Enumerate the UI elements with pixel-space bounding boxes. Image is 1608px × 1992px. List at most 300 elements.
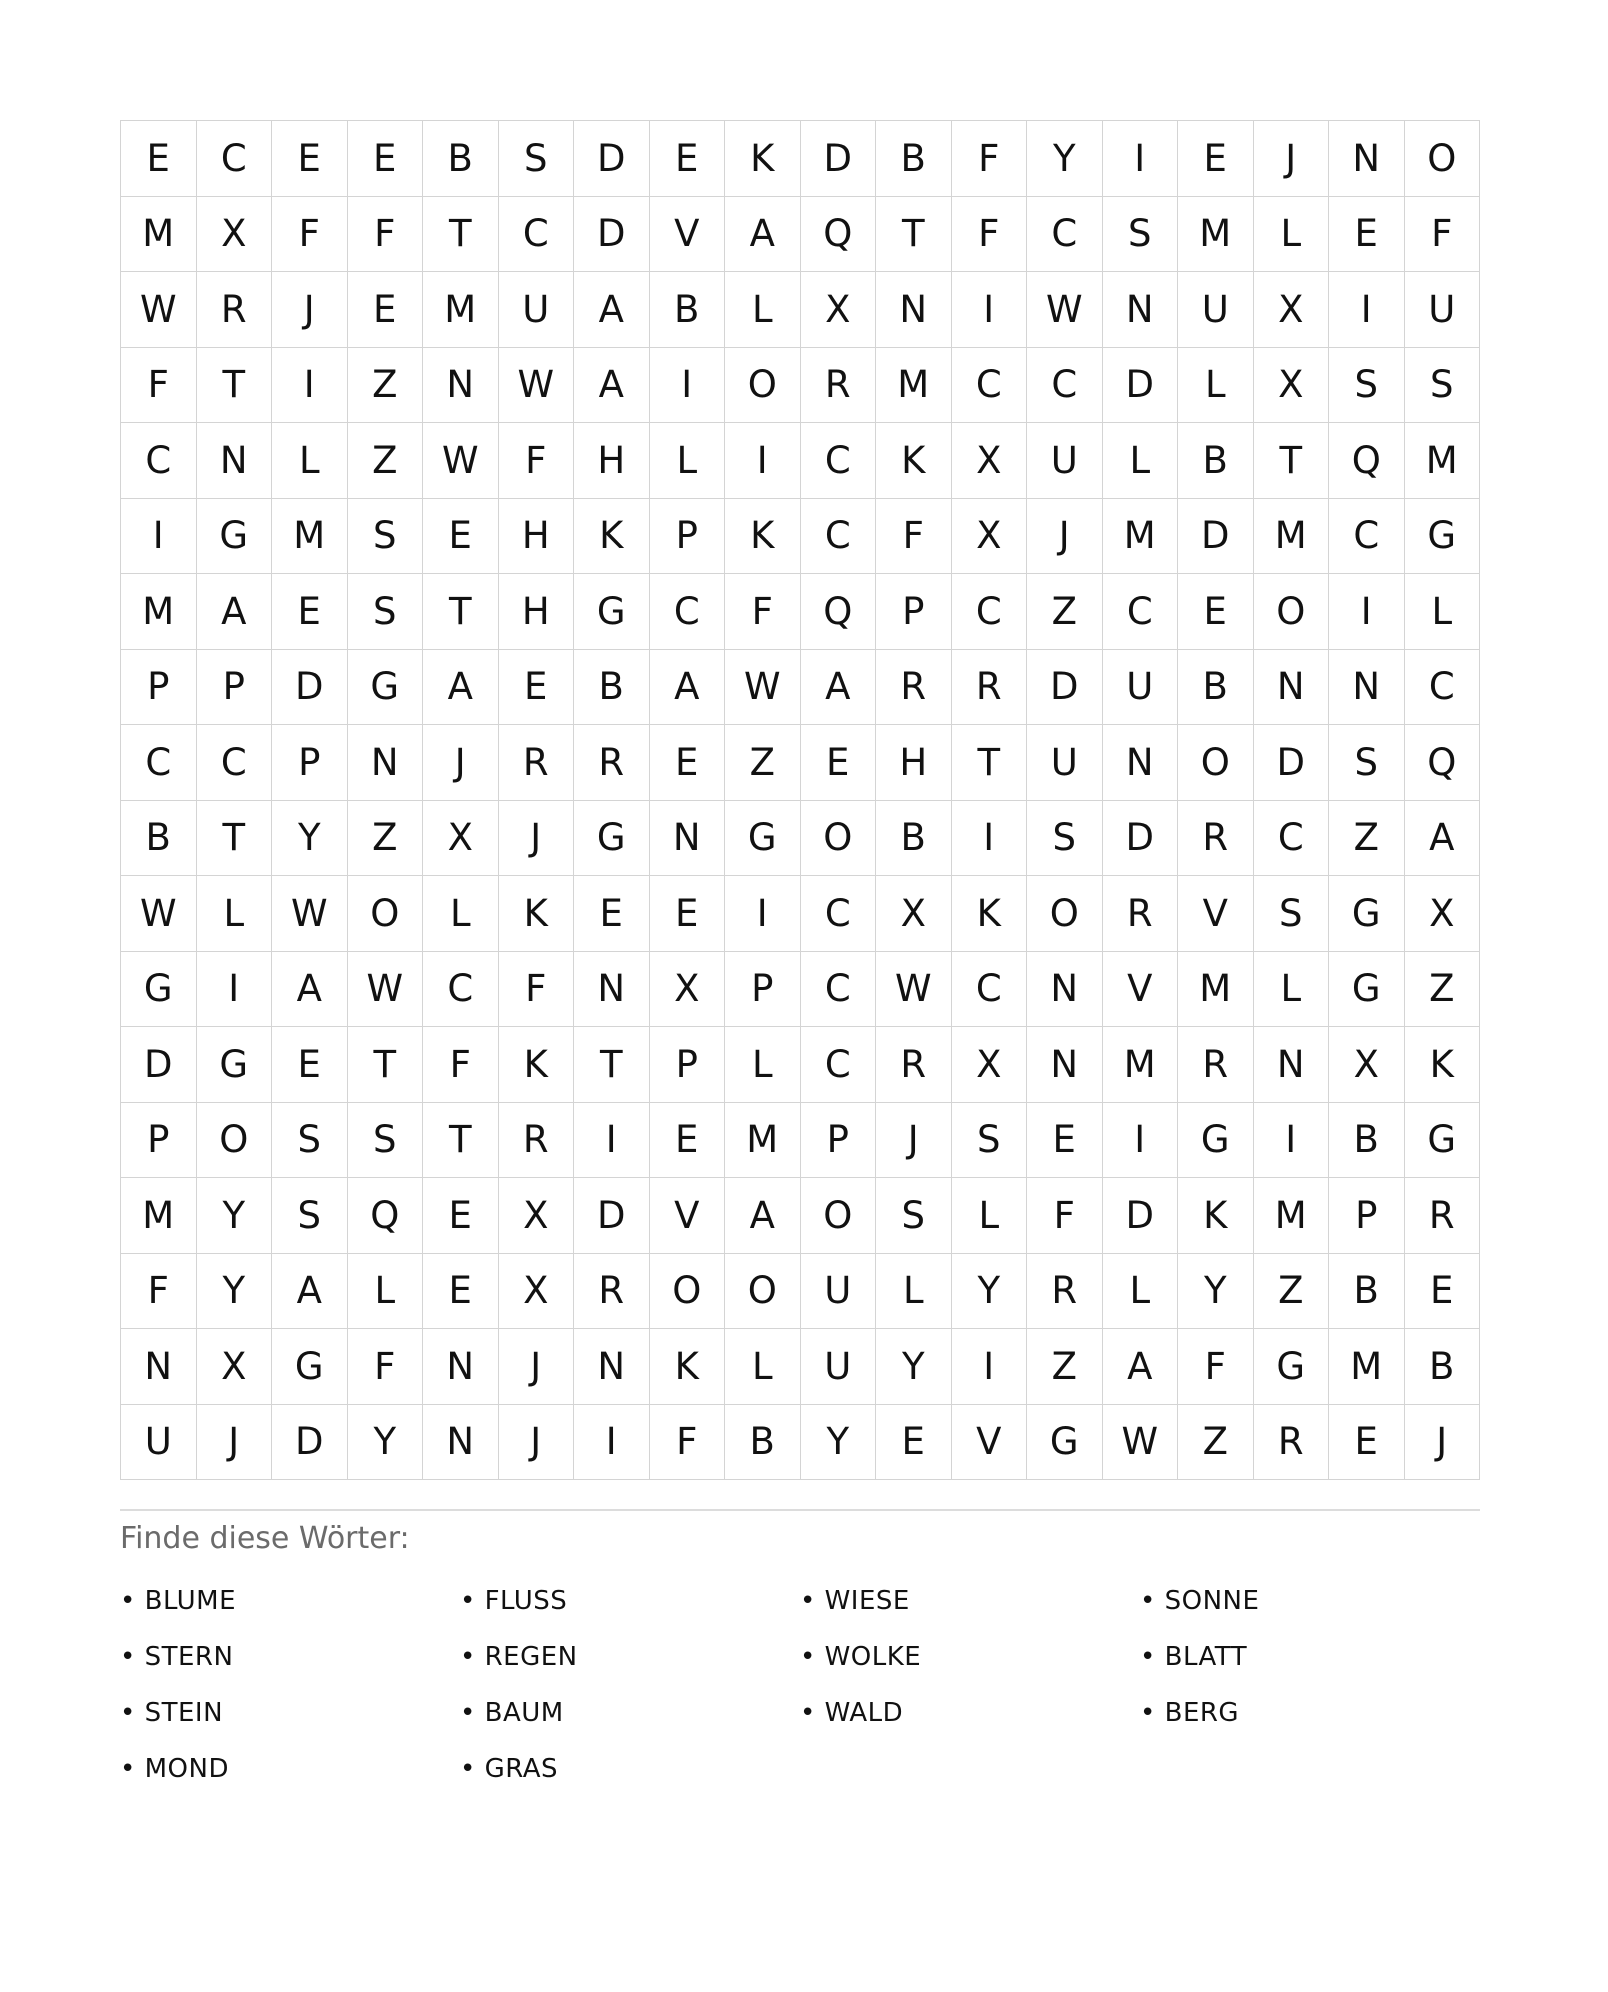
grid-cell[interactable]: G (1329, 952, 1405, 1028)
grid-cell[interactable]: Q (1405, 725, 1481, 801)
grid-cell[interactable]: I (1103, 1103, 1179, 1179)
grid-cell[interactable]: E (423, 499, 499, 575)
grid-cell[interactable]: N (574, 952, 650, 1028)
grid-cell[interactable]: F (952, 197, 1028, 273)
grid-cell[interactable]: F (952, 121, 1028, 197)
grid-cell[interactable]: N (348, 725, 424, 801)
grid-cell[interactable]: Z (348, 801, 424, 877)
grid-cell[interactable]: F (121, 348, 197, 424)
grid-cell[interactable]: J (1254, 121, 1330, 197)
grid-cell[interactable]: C (952, 348, 1028, 424)
grid-cell[interactable]: M (1329, 1329, 1405, 1405)
grid-cell[interactable]: B (121, 801, 197, 877)
grid-cell[interactable]: R (574, 1254, 650, 1330)
grid-cell[interactable]: Y (348, 1405, 424, 1481)
grid-cell[interactable]: X (499, 1178, 575, 1254)
grid-cell[interactable]: T (348, 1027, 424, 1103)
grid-cell[interactable]: E (1329, 1405, 1405, 1481)
grid-cell[interactable]: L (348, 1254, 424, 1330)
grid-cell[interactable]: M (1254, 1178, 1330, 1254)
grid-cell[interactable]: C (801, 499, 877, 575)
grid-cell[interactable]: E (650, 725, 726, 801)
grid-cell[interactable]: G (574, 574, 650, 650)
grid-cell[interactable]: G (1405, 1103, 1481, 1179)
grid-cell[interactable]: G (121, 952, 197, 1028)
grid-cell[interactable]: A (725, 197, 801, 273)
grid-cell[interactable]: J (272, 272, 348, 348)
grid-cell[interactable]: L (1178, 348, 1254, 424)
grid-cell[interactable]: S (1103, 197, 1179, 273)
grid-cell[interactable]: F (272, 197, 348, 273)
grid-cell[interactable]: F (650, 1405, 726, 1481)
grid-cell[interactable]: G (725, 801, 801, 877)
grid-cell[interactable]: U (499, 272, 575, 348)
grid-cell[interactable]: M (121, 197, 197, 273)
grid-cell[interactable]: C (423, 952, 499, 1028)
grid-cell[interactable]: K (725, 499, 801, 575)
grid-cell[interactable]: E (272, 1027, 348, 1103)
grid-cell[interactable]: T (423, 197, 499, 273)
grid-cell[interactable]: L (650, 423, 726, 499)
grid-cell[interactable]: U (1027, 725, 1103, 801)
grid-cell[interactable]: Z (348, 348, 424, 424)
grid-cell[interactable]: E (650, 1103, 726, 1179)
grid-cell[interactable]: B (1329, 1103, 1405, 1179)
grid-cell[interactable]: R (876, 650, 952, 726)
grid-cell[interactable]: R (1405, 1178, 1481, 1254)
grid-cell[interactable]: V (650, 197, 726, 273)
grid-cell[interactable]: S (499, 121, 575, 197)
grid-cell[interactable]: N (423, 1405, 499, 1481)
grid-cell[interactable]: I (725, 876, 801, 952)
grid-cell[interactable]: D (1103, 801, 1179, 877)
grid-cell[interactable]: D (1178, 499, 1254, 575)
grid-cell[interactable]: N (1027, 1027, 1103, 1103)
grid-cell[interactable]: G (348, 650, 424, 726)
grid-cell[interactable]: P (725, 952, 801, 1028)
grid-cell[interactable]: F (725, 574, 801, 650)
grid-cell[interactable]: N (1254, 1027, 1330, 1103)
grid-cell[interactable]: R (1254, 1405, 1330, 1481)
grid-cell[interactable]: L (1103, 423, 1179, 499)
grid-cell[interactable]: Z (1027, 574, 1103, 650)
grid-cell[interactable]: D (1027, 650, 1103, 726)
grid-cell[interactable]: J (499, 801, 575, 877)
grid-cell[interactable]: M (876, 348, 952, 424)
grid-cell[interactable]: T (423, 574, 499, 650)
grid-cell[interactable]: X (876, 876, 952, 952)
grid-cell[interactable]: V (1103, 952, 1179, 1028)
grid-cell[interactable]: E (801, 725, 877, 801)
grid-cell[interactable]: E (1027, 1103, 1103, 1179)
grid-cell[interactable]: Z (348, 423, 424, 499)
grid-cell[interactable]: O (1027, 876, 1103, 952)
grid-cell[interactable]: W (876, 952, 952, 1028)
grid-cell[interactable]: E (423, 1178, 499, 1254)
grid-cell[interactable]: M (272, 499, 348, 575)
grid-cell[interactable]: Q (801, 574, 877, 650)
grid-cell[interactable]: M (1178, 952, 1254, 1028)
grid-cell[interactable]: D (574, 197, 650, 273)
grid-cell[interactable]: I (1103, 121, 1179, 197)
grid-cell[interactable]: Y (1027, 121, 1103, 197)
grid-cell[interactable]: I (952, 272, 1028, 348)
grid-cell[interactable]: C (1405, 650, 1481, 726)
grid-cell[interactable]: D (574, 121, 650, 197)
grid-cell[interactable]: F (499, 423, 575, 499)
grid-cell[interactable]: F (876, 499, 952, 575)
grid-cell[interactable]: U (801, 1254, 877, 1330)
grid-cell[interactable]: S (348, 499, 424, 575)
grid-cell[interactable]: J (499, 1405, 575, 1481)
grid-cell[interactable]: H (499, 499, 575, 575)
grid-cell[interactable]: I (1329, 574, 1405, 650)
grid-cell[interactable]: A (725, 1178, 801, 1254)
grid-cell[interactable]: Q (1329, 423, 1405, 499)
grid-cell[interactable]: N (1254, 650, 1330, 726)
grid-cell[interactable]: R (574, 725, 650, 801)
grid-cell[interactable]: P (121, 1103, 197, 1179)
grid-cell[interactable]: P (272, 725, 348, 801)
grid-cell[interactable]: F (499, 952, 575, 1028)
grid-cell[interactable]: G (574, 801, 650, 877)
grid-cell[interactable]: A (650, 650, 726, 726)
grid-cell[interactable]: K (650, 1329, 726, 1405)
grid-cell[interactable]: U (1103, 650, 1179, 726)
grid-cell[interactable]: R (197, 272, 273, 348)
grid-cell[interactable]: F (348, 197, 424, 273)
grid-cell[interactable]: M (1405, 423, 1481, 499)
grid-cell[interactable]: U (801, 1329, 877, 1405)
grid-cell[interactable]: M (1178, 197, 1254, 273)
grid-cell[interactable]: Z (1329, 801, 1405, 877)
grid-cell[interactable]: R (1178, 1027, 1254, 1103)
grid-cell[interactable]: T (574, 1027, 650, 1103)
grid-cell[interactable]: N (423, 348, 499, 424)
grid-cell[interactable]: Z (725, 725, 801, 801)
grid-cell[interactable]: C (121, 423, 197, 499)
grid-cell[interactable]: S (1027, 801, 1103, 877)
grid-cell[interactable]: E (272, 121, 348, 197)
grid-cell[interactable]: E (121, 121, 197, 197)
grid-cell[interactable]: R (1178, 801, 1254, 877)
grid-cell[interactable]: W (423, 423, 499, 499)
grid-cell[interactable]: X (1405, 876, 1481, 952)
grid-cell[interactable]: L (725, 1329, 801, 1405)
grid-cell[interactable]: N (121, 1329, 197, 1405)
grid-cell[interactable]: Z (1178, 1405, 1254, 1481)
grid-cell[interactable]: Z (1254, 1254, 1330, 1330)
grid-cell[interactable]: X (499, 1254, 575, 1330)
grid-cell[interactable]: C (650, 574, 726, 650)
grid-cell[interactable]: V (952, 1405, 1028, 1481)
grid-cell[interactable]: I (574, 1405, 650, 1481)
grid-cell[interactable]: J (876, 1103, 952, 1179)
grid-cell[interactable]: F (1178, 1329, 1254, 1405)
grid-cell[interactable]: X (197, 197, 273, 273)
grid-cell[interactable]: J (499, 1329, 575, 1405)
grid-cell[interactable]: E (348, 272, 424, 348)
grid-cell[interactable]: I (650, 348, 726, 424)
grid-cell[interactable]: T (197, 801, 273, 877)
grid-cell[interactable]: R (876, 1027, 952, 1103)
grid-cell[interactable]: N (1103, 725, 1179, 801)
grid-cell[interactable]: L (272, 423, 348, 499)
grid-cell[interactable]: E (1178, 121, 1254, 197)
grid-cell[interactable]: N (197, 423, 273, 499)
grid-cell[interactable]: M (1103, 1027, 1179, 1103)
grid-cell[interactable]: C (952, 574, 1028, 650)
grid-cell[interactable]: S (348, 574, 424, 650)
grid-cell[interactable]: K (499, 876, 575, 952)
grid-cell[interactable]: B (725, 1405, 801, 1481)
grid-cell[interactable]: H (499, 574, 575, 650)
grid-cell[interactable]: K (1178, 1178, 1254, 1254)
grid-cell[interactable]: U (1178, 272, 1254, 348)
grid-cell[interactable]: I (197, 952, 273, 1028)
grid-cell[interactable]: E (272, 574, 348, 650)
grid-cell[interactable]: C (499, 197, 575, 273)
grid-cell[interactable]: P (801, 1103, 877, 1179)
grid-cell[interactable]: N (650, 801, 726, 877)
grid-cell[interactable]: O (725, 348, 801, 424)
grid-cell[interactable]: K (876, 423, 952, 499)
grid-cell[interactable]: C (801, 952, 877, 1028)
grid-cell[interactable]: U (1405, 272, 1481, 348)
grid-cell[interactable]: B (423, 121, 499, 197)
grid-cell[interactable]: A (574, 348, 650, 424)
grid-cell[interactable]: N (574, 1329, 650, 1405)
grid-cell[interactable]: I (725, 423, 801, 499)
grid-cell[interactable]: O (1254, 574, 1330, 650)
grid-cell[interactable]: B (1178, 423, 1254, 499)
grid-cell[interactable]: P (650, 499, 726, 575)
grid-cell[interactable]: Z (1405, 952, 1481, 1028)
grid-cell[interactable]: I (1329, 272, 1405, 348)
grid-cell[interactable]: S (876, 1178, 952, 1254)
grid-cell[interactable]: E (1178, 574, 1254, 650)
grid-cell[interactable]: F (1027, 1178, 1103, 1254)
grid-cell[interactable]: L (1103, 1254, 1179, 1330)
grid-cell[interactable]: C (1329, 499, 1405, 575)
grid-cell[interactable]: G (1254, 1329, 1330, 1405)
grid-cell[interactable]: S (272, 1178, 348, 1254)
grid-cell[interactable]: W (272, 876, 348, 952)
grid-cell[interactable]: N (1027, 952, 1103, 1028)
grid-cell[interactable]: O (1405, 121, 1481, 197)
grid-cell[interactable]: U (121, 1405, 197, 1481)
grid-cell[interactable]: I (121, 499, 197, 575)
grid-cell[interactable]: M (725, 1103, 801, 1179)
grid-cell[interactable]: O (801, 1178, 877, 1254)
grid-cell[interactable]: L (1254, 952, 1330, 1028)
grid-cell[interactable]: E (1329, 197, 1405, 273)
grid-cell[interactable]: X (1254, 348, 1330, 424)
grid-cell[interactable]: O (650, 1254, 726, 1330)
grid-cell[interactable]: B (650, 272, 726, 348)
grid-cell[interactable]: B (1329, 1254, 1405, 1330)
grid-cell[interactable]: M (1103, 499, 1179, 575)
grid-cell[interactable]: X (650, 952, 726, 1028)
grid-cell[interactable]: C (121, 725, 197, 801)
grid-cell[interactable]: D (801, 121, 877, 197)
grid-cell[interactable]: P (197, 650, 273, 726)
grid-cell[interactable]: A (197, 574, 273, 650)
grid-cell[interactable]: R (1103, 876, 1179, 952)
grid-cell[interactable]: A (272, 952, 348, 1028)
grid-cell[interactable]: E (650, 876, 726, 952)
grid-cell[interactable]: L (952, 1178, 1028, 1254)
grid-cell[interactable]: A (1103, 1329, 1179, 1405)
grid-cell[interactable]: C (1027, 348, 1103, 424)
grid-cell[interactable]: P (1329, 1178, 1405, 1254)
grid-cell[interactable]: O (1178, 725, 1254, 801)
grid-cell[interactable]: D (574, 1178, 650, 1254)
grid-cell[interactable]: O (348, 876, 424, 952)
grid-cell[interactable]: A (1405, 801, 1481, 877)
grid-cell[interactable]: C (1254, 801, 1330, 877)
grid-cell[interactable]: L (1405, 574, 1481, 650)
grid-cell[interactable]: Y (876, 1329, 952, 1405)
grid-cell[interactable]: N (876, 272, 952, 348)
grid-cell[interactable]: E (650, 121, 726, 197)
grid-cell[interactable]: L (725, 1027, 801, 1103)
grid-cell[interactable]: G (1405, 499, 1481, 575)
grid-cell[interactable]: S (1405, 348, 1481, 424)
grid-cell[interactable]: F (1405, 197, 1481, 273)
grid-cell[interactable]: S (272, 1103, 348, 1179)
grid-cell[interactable]: R (952, 650, 1028, 726)
grid-cell[interactable]: E (499, 650, 575, 726)
grid-cell[interactable]: G (1027, 1405, 1103, 1481)
grid-cell[interactable]: E (423, 1254, 499, 1330)
grid-cell[interactable]: A (574, 272, 650, 348)
grid-cell[interactable]: B (1178, 650, 1254, 726)
grid-cell[interactable]: I (272, 348, 348, 424)
grid-cell[interactable]: B (876, 121, 952, 197)
grid-cell[interactable]: G (1329, 876, 1405, 952)
grid-cell[interactable]: G (1178, 1103, 1254, 1179)
grid-cell[interactable]: D (272, 650, 348, 726)
grid-cell[interactable]: I (574, 1103, 650, 1179)
grid-cell[interactable]: J (197, 1405, 273, 1481)
grid-cell[interactable]: C (197, 725, 273, 801)
grid-cell[interactable]: A (423, 650, 499, 726)
grid-cell[interactable]: N (1329, 650, 1405, 726)
grid-cell[interactable]: M (423, 272, 499, 348)
grid-cell[interactable]: S (1329, 725, 1405, 801)
grid-cell[interactable]: P (876, 574, 952, 650)
grid-cell[interactable]: I (952, 1329, 1028, 1405)
grid-cell[interactable]: Y (272, 801, 348, 877)
grid-cell[interactable]: K (1405, 1027, 1481, 1103)
grid-cell[interactable]: X (1254, 272, 1330, 348)
grid-cell[interactable]: Y (197, 1254, 273, 1330)
grid-cell[interactable]: E (1405, 1254, 1481, 1330)
grid-cell[interactable]: N (1329, 121, 1405, 197)
grid-cell[interactable]: C (952, 952, 1028, 1028)
grid-cell[interactable]: M (121, 1178, 197, 1254)
grid-cell[interactable]: G (272, 1329, 348, 1405)
grid-cell[interactable]: C (801, 423, 877, 499)
grid-cell[interactable]: O (801, 801, 877, 877)
grid-cell[interactable]: D (1103, 348, 1179, 424)
grid-cell[interactable]: B (574, 650, 650, 726)
grid-cell[interactable]: R (801, 348, 877, 424)
grid-cell[interactable]: X (801, 272, 877, 348)
grid-cell[interactable]: E (348, 121, 424, 197)
grid-cell[interactable]: Q (348, 1178, 424, 1254)
grid-cell[interactable]: D (272, 1405, 348, 1481)
grid-cell[interactable]: X (952, 1027, 1028, 1103)
grid-cell[interactable]: B (876, 801, 952, 877)
grid-cell[interactable]: P (121, 650, 197, 726)
grid-cell[interactable]: Y (952, 1254, 1028, 1330)
grid-cell[interactable]: H (574, 423, 650, 499)
grid-cell[interactable]: A (272, 1254, 348, 1330)
grid-cell[interactable]: Y (1178, 1254, 1254, 1330)
grid-cell[interactable]: X (952, 423, 1028, 499)
grid-cell[interactable]: K (952, 876, 1028, 952)
grid-cell[interactable]: S (348, 1103, 424, 1179)
grid-cell[interactable]: L (423, 876, 499, 952)
grid-cell[interactable]: F (121, 1254, 197, 1330)
grid-cell[interactable]: F (423, 1027, 499, 1103)
grid-cell[interactable]: C (197, 121, 273, 197)
grid-cell[interactable]: E (574, 876, 650, 952)
grid-cell[interactable]: V (650, 1178, 726, 1254)
grid-cell[interactable]: E (876, 1405, 952, 1481)
grid-cell[interactable]: F (348, 1329, 424, 1405)
grid-cell[interactable]: V (1178, 876, 1254, 952)
grid-cell[interactable]: T (1254, 423, 1330, 499)
grid-cell[interactable]: Z (1027, 1329, 1103, 1405)
grid-cell[interactable]: X (197, 1329, 273, 1405)
grid-cell[interactable]: O (197, 1103, 273, 1179)
grid-cell[interactable]: Y (197, 1178, 273, 1254)
grid-cell[interactable]: W (1103, 1405, 1179, 1481)
grid-cell[interactable]: D (1103, 1178, 1179, 1254)
grid-cell[interactable]: J (423, 725, 499, 801)
grid-cell[interactable]: X (1329, 1027, 1405, 1103)
grid-cell[interactable]: G (197, 499, 273, 575)
grid-cell[interactable]: R (1027, 1254, 1103, 1330)
grid-cell[interactable]: Q (801, 197, 877, 273)
grid-cell[interactable]: S (952, 1103, 1028, 1179)
grid-cell[interactable]: J (1027, 499, 1103, 575)
grid-cell[interactable]: C (1027, 197, 1103, 273)
grid-cell[interactable]: O (725, 1254, 801, 1330)
grid-cell[interactable]: C (1103, 574, 1179, 650)
grid-cell[interactable]: N (1103, 272, 1179, 348)
grid-cell[interactable]: Y (801, 1405, 877, 1481)
grid-cell[interactable]: L (725, 272, 801, 348)
grid-cell[interactable]: P (650, 1027, 726, 1103)
grid-cell[interactable]: W (499, 348, 575, 424)
grid-cell[interactable]: T (197, 348, 273, 424)
grid-cell[interactable]: B (1405, 1329, 1481, 1405)
grid-cell[interactable]: R (499, 725, 575, 801)
grid-cell[interactable]: X (423, 801, 499, 877)
grid-cell[interactable]: S (1329, 348, 1405, 424)
grid-cell[interactable]: T (423, 1103, 499, 1179)
grid-cell[interactable]: M (1254, 499, 1330, 575)
grid-cell[interactable]: A (801, 650, 877, 726)
grid-cell[interactable]: N (423, 1329, 499, 1405)
grid-cell[interactable]: W (1027, 272, 1103, 348)
grid-cell[interactable]: H (876, 725, 952, 801)
grid-cell[interactable]: L (197, 876, 273, 952)
